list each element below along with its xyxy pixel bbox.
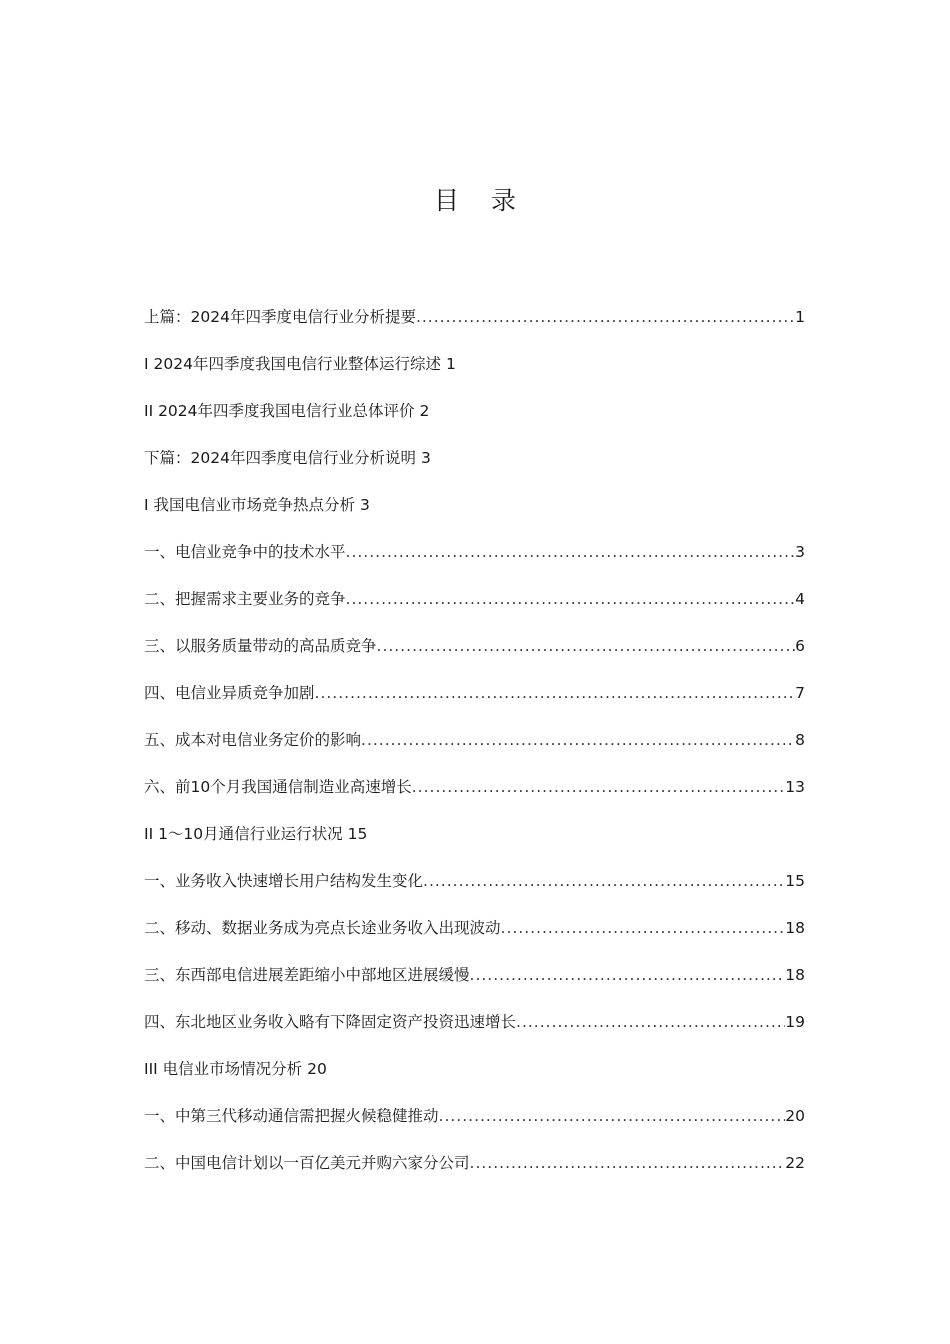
toc-entry[interactable] xyxy=(144,538,805,585)
toc-entry-text: 一、电信业竞争中的技术水平 xyxy=(144,543,346,561)
toc-entry[interactable] xyxy=(144,632,805,679)
toc-page-number: 1 xyxy=(445,355,456,373)
toc-dot-leader xyxy=(361,726,795,754)
toc-entry-text: 四、东北地区业务收入略有下降固定资产投资迅速增长 xyxy=(144,1013,517,1031)
toc-dot-leader xyxy=(501,914,786,942)
toc-dot-leader xyxy=(346,538,796,566)
toc-page-number: 3 xyxy=(420,449,431,467)
toc-entry[interactable] xyxy=(144,820,805,867)
toc-page-number: 20 xyxy=(307,1060,327,1078)
toc-page-number: 3 xyxy=(795,543,805,561)
toc-entry[interactable] xyxy=(144,350,805,397)
toc-page-number: 18 xyxy=(785,919,805,937)
toc-entry[interactable] xyxy=(144,1149,805,1196)
toc-page-number: 3 xyxy=(360,496,370,514)
toc-page-number: 1 xyxy=(795,308,805,326)
toc-entry-text: 五、成本对电信业务定价的影响 xyxy=(144,731,362,749)
toc-entry[interactable] xyxy=(144,1055,805,1102)
toc-entry-text: 六、前10个月我国通信制造业高速增长 xyxy=(144,778,412,796)
toc-entry-text: II 1～10月通信行业运行状况 xyxy=(144,825,343,843)
toc-entry[interactable] xyxy=(144,491,805,538)
toc-entry[interactable] xyxy=(144,726,805,773)
toc-entry[interactable] xyxy=(144,679,805,726)
toc-dot-leader xyxy=(439,1102,786,1130)
toc-page-number: 4 xyxy=(795,590,805,608)
toc-dot-leader xyxy=(315,679,796,707)
toc-dot-leader xyxy=(470,961,786,989)
toc-dot-leader xyxy=(412,773,786,801)
toc-entry-text: 三、东西部电信进展差距缩小中部地区进展缓慢 xyxy=(144,966,470,984)
toc-page-number: 8 xyxy=(795,731,805,749)
toc-page-number: 13 xyxy=(785,778,805,796)
toc-page-number: 2 xyxy=(419,402,430,420)
toc-entry-text: 二、移动、数据业务成为亮点长途业务收入出现波动 xyxy=(144,919,501,937)
toc-dot-leader xyxy=(416,303,795,331)
toc-page-number: 7 xyxy=(795,684,805,702)
toc-list xyxy=(144,303,805,1196)
toc-page-number: 18 xyxy=(785,966,805,984)
toc-entry[interactable] xyxy=(144,773,805,820)
toc-entry[interactable] xyxy=(144,961,805,1008)
toc-entry-text: 二、把握需求主要业务的竞争 xyxy=(144,590,346,608)
toc-page-number: 6 xyxy=(795,637,805,655)
toc-entry-text: 三、以服务质量带动的高品质竞争 xyxy=(144,637,377,655)
toc-entry-text: I 2024年四季度我国电信行业整体运行综述 xyxy=(144,355,441,373)
toc-page-number: 22 xyxy=(785,1154,805,1172)
toc-entry[interactable] xyxy=(144,867,805,914)
toc-entry[interactable] xyxy=(144,1008,805,1055)
toc-entry-text: II 2024年四季度我国电信行业总体评价 xyxy=(144,402,415,420)
toc-entry-text: 上篇：2024年四季度电信行业分析提要 xyxy=(144,308,416,326)
toc-title: 目 录 xyxy=(434,186,528,215)
toc-page-number: 15 xyxy=(785,872,805,890)
toc-page-number: 15 xyxy=(347,825,368,843)
toc-entry[interactable] xyxy=(144,585,805,632)
toc-entry[interactable] xyxy=(144,1102,805,1149)
toc-entry-text: 一、中第三代移动通信需把握火候稳健推动 xyxy=(144,1107,439,1125)
toc-dot-leader xyxy=(377,632,796,660)
toc-dot-leader xyxy=(423,867,785,895)
toc-entry[interactable] xyxy=(144,303,805,350)
toc-entry[interactable] xyxy=(144,397,805,444)
toc-entry-text: 二、中国电信计划以一百亿美元并购六家分公司 xyxy=(144,1154,470,1172)
toc-entry-text: III 电信业市场情况分析 xyxy=(144,1060,303,1078)
toc-dot-leader xyxy=(516,1008,785,1036)
toc-page-number: 19 xyxy=(785,1013,805,1031)
toc-entry-text: 四、电信业异质竞争加剧 xyxy=(144,684,315,702)
toc-dot-leader xyxy=(346,585,796,613)
toc-entry-text: 下篇：2024年四季度电信行业分析说明 xyxy=(144,449,416,467)
toc-entry-text: I 我国电信业市场竞争热点分析 xyxy=(144,496,355,514)
toc-dot-leader xyxy=(470,1149,786,1177)
toc-entry[interactable] xyxy=(144,444,805,491)
toc-entry[interactable] xyxy=(144,914,805,961)
toc-entry-text: 一、业务收入快速增长用户结构发生变化 xyxy=(144,872,424,890)
toc-page-number: 20 xyxy=(785,1107,805,1125)
